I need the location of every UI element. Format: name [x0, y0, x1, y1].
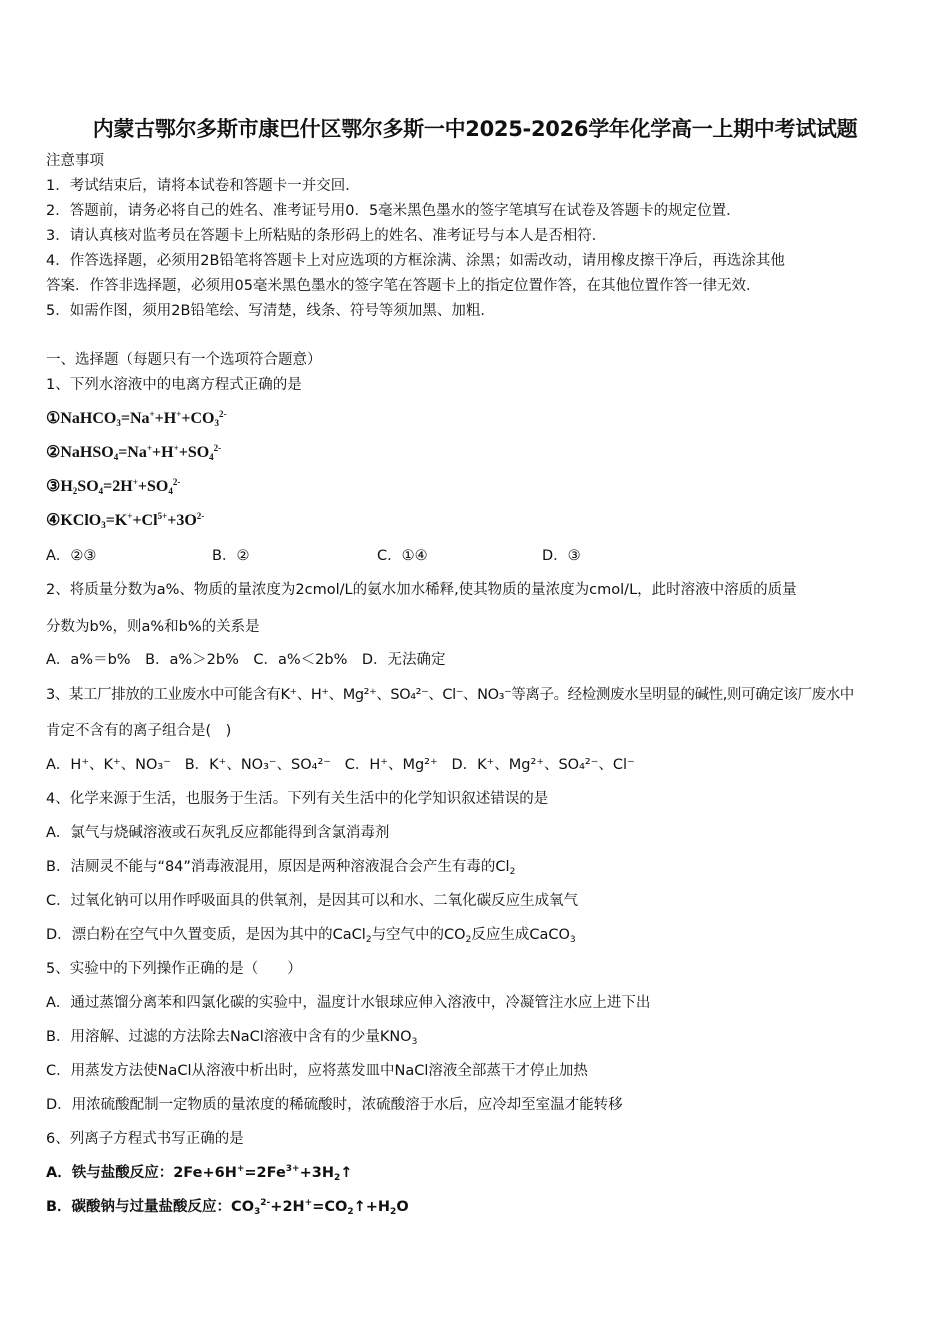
q1-statement-1: $①NaHCO_3=Na^++H^++CO_3^{2-}$: [46, 409, 227, 428]
q6-option-b[interactable]: B．碳酸钠与过量盐酸反应：$CO_3^{2-}+2H^+=CO_2↑+H_2O$: [46, 1198, 409, 1217]
notice-item-4-cont: 答案．作答非选择题，必须用05毫米黑色墨水的签字笔在答题卡上的指定位置作答，在其他位置作答一律无效．: [46, 278, 761, 294]
q3-option-d[interactable]: D．K⁺、Mg²⁺、SO₄²⁻、Cl⁻: [451, 757, 635, 773]
q3-ion-list: K⁺、H⁺、Mg²⁺、SO₄²⁻、Cl⁻、NO₃⁻: [280, 687, 512, 703]
q1-option-a[interactable]: A．②③: [46, 548, 97, 564]
notice-heading: 注意事项: [46, 153, 104, 169]
q4-stem: 4、化学来源于生活，也服务于生活。下列有关生活中的化学知识叙述错误的是: [46, 791, 549, 807]
q4-option-c[interactable]: C．过氧化钠可以用作呼吸面具的供氧剂，是因其可以和水、二氧化碳反应生成氧气: [46, 893, 579, 909]
exam-title: 内蒙古鄂尔多斯市康巴什区鄂尔多斯一中2025-2026学年化学高一上期中考试试题: [92, 117, 858, 141]
q2-stem-line-1: 2、将质量分数为a%、物质的量浓度为2cmol/L的氨水加水稀释,使其物质的量浓度为cmol/L，此时溶液中溶质的质量: [46, 582, 797, 598]
q3-stem-line-1: 3、某工厂排放的工业废水中可能含有K⁺、H⁺、Mg²⁺、SO₄²⁻、Cl⁻、NO₃⁻等离子。经检测废水呈明显的碱性,则可确定该厂废水中: [46, 687, 854, 703]
q1-option-c[interactable]: C．①④: [377, 548, 428, 564]
q5-option-b[interactable]: B．用溶解、过滤的方法除去NaCl溶液中含有的少量$KNO_3$: [46, 1029, 418, 1047]
q1-statement-3: $③H_2SO_4=2H^++SO_4^{2-}$: [46, 477, 181, 496]
notice-item-5: 5．如需作图，须用2B铅笔绘、写清楚，线条、符号等须加黑、加粗．: [46, 303, 495, 319]
q2-options[interactable]: A．a%＝b% B．a%＞2b% C．a%＜2b% D．无法确定: [46, 652, 446, 668]
q6-stem: 6、列离子方程式书写正确的是: [46, 1131, 244, 1147]
q5-stem: 5、实验中的下列操作正确的是（ ）: [46, 961, 302, 977]
q5-option-d[interactable]: D．用浓硫酸配制一定物质的量浓度的稀硫酸时，浓硫酸溶于水后，应冷却至室温才能转移: [46, 1097, 623, 1113]
q4-option-b[interactable]: B．洁厕灵不能与“84”消毒液混用，原因是两种溶液混合会产生有毒的$Cl_2$: [46, 859, 516, 877]
q3-option-a[interactable]: A．H⁺、K⁺、NO₃⁻: [46, 757, 171, 773]
notice-item-3: 3．请认真核对监考员在答题卡上所粘贴的条形码上的姓名、准考证号与本人是否相符．: [46, 228, 607, 244]
q2-stem-line-2: 分数为b%，则a%和b%的关系是: [46, 619, 260, 635]
q4-option-d[interactable]: D．漂白粉在空气中久置变质，是因为其中的CaCl$_2$与空气中的$CO_2$反应生成CaCO$_3$: [46, 927, 576, 945]
q3-stem-line-2: 肯定不含有的离子组合是( ): [46, 723, 232, 739]
q5-option-c[interactable]: C．用蒸发方法使NaCl从溶液中析出时，应将蒸发皿中NaCl溶液全部蒸干才停止加热: [46, 1063, 588, 1079]
q1-statement-2: $②NaHSO_4=Na^++H^++SO_4^{2-}$: [46, 443, 222, 462]
q4-option-a[interactable]: A．氯气与烧碱溶液或石灰乳反应都能得到含氯消毒剂: [46, 825, 390, 841]
q3-option-c[interactable]: C．H⁺、Mg²⁺: [344, 757, 438, 773]
section-heading: 一、选择题（每题只有一个选项符合题意）: [46, 352, 322, 368]
notice-item-2: 2．答题前，请务必将自己的姓名、准考证号用0．5毫米黑色墨水的签字笔填写在试卷及答题卡的规定位置．: [46, 203, 741, 219]
q1-option-d[interactable]: D．③: [542, 548, 581, 564]
q5-option-a[interactable]: A．通过蒸馏分离苯和四氯化碳的实验中，温度计水银球应伸入溶液中，冷凝管注水应上进下出: [46, 995, 651, 1011]
q6-option-a[interactable]: A．铁与盐酸反应：$2Fe+6H^+=2Fe^{3+}+3H_2↑$: [46, 1164, 353, 1183]
q1-statement-4: $④KClO_3=K^++Cl^{5+}+3O^{2-}$: [46, 511, 205, 530]
notice-item-4: 4．作答选择题，必须用2B铅笔将答题卡上对应选项的方框涂满、涂黑；如需改动，请用橡皮擦干净后，再选涂其他: [46, 253, 785, 269]
notice-item-1: 1．考试结束后，请将本试卷和答题卡一并交回．: [46, 178, 360, 194]
q3-option-b[interactable]: B．K⁺、NO₃⁻、SO₄²⁻: [184, 757, 331, 773]
q3-options: [46, 755, 635, 775]
q1-option-b[interactable]: B．②: [212, 548, 250, 564]
q1-stem: 1、下列水溶液中的电离方程式正确的是: [46, 377, 302, 393]
